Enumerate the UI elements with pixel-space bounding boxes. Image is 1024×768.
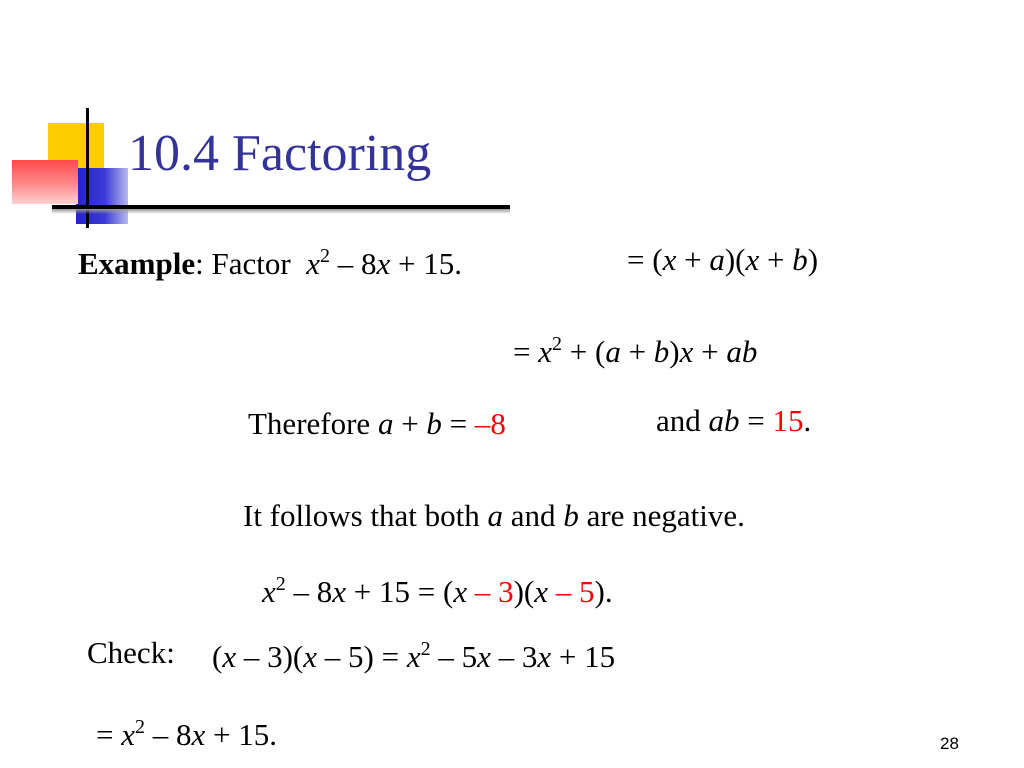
check-expansion: $(x - 3)(x - 5) = x^2 - 5x - 3x + 15$ bbox=[212, 638, 616, 674]
sum-condition: Therefore a + b = –8 bbox=[248, 406, 506, 441]
example-label: Example bbox=[78, 246, 196, 281]
sum-value: –8 bbox=[474, 406, 506, 441]
slide-title: 10.4 Factoring bbox=[128, 125, 432, 182]
product-condition: and ab = 15. bbox=[656, 403, 812, 438]
factored-result: $x^2 - 8x + 15 = (x - 3)(x - 5)$. bbox=[262, 573, 613, 609]
check-label: Check: bbox=[87, 635, 175, 670]
check-result: = $x^2 - 8x + 15$. bbox=[96, 716, 277, 752]
product-value: 15 bbox=[772, 403, 804, 438]
title-underline-shadow bbox=[52, 209, 510, 214]
conclusion-text: It follows that both a and b are negative. bbox=[243, 498, 745, 533]
factor-minus-5: – 5 bbox=[555, 574, 595, 609]
decor-red-bar bbox=[12, 160, 78, 204]
page-number: 28 bbox=[940, 734, 959, 753]
expanded-form: = $x^2 + (a + b)x$ + ab bbox=[513, 333, 758, 369]
factor-minus-3: – 3 bbox=[474, 574, 514, 609]
factored-form: = (x + a)(x + b) bbox=[627, 242, 819, 277]
example-statement: Example: Factor $x^2 - 8x + 15$. bbox=[78, 245, 462, 281]
decor-blue-square bbox=[76, 168, 128, 224]
